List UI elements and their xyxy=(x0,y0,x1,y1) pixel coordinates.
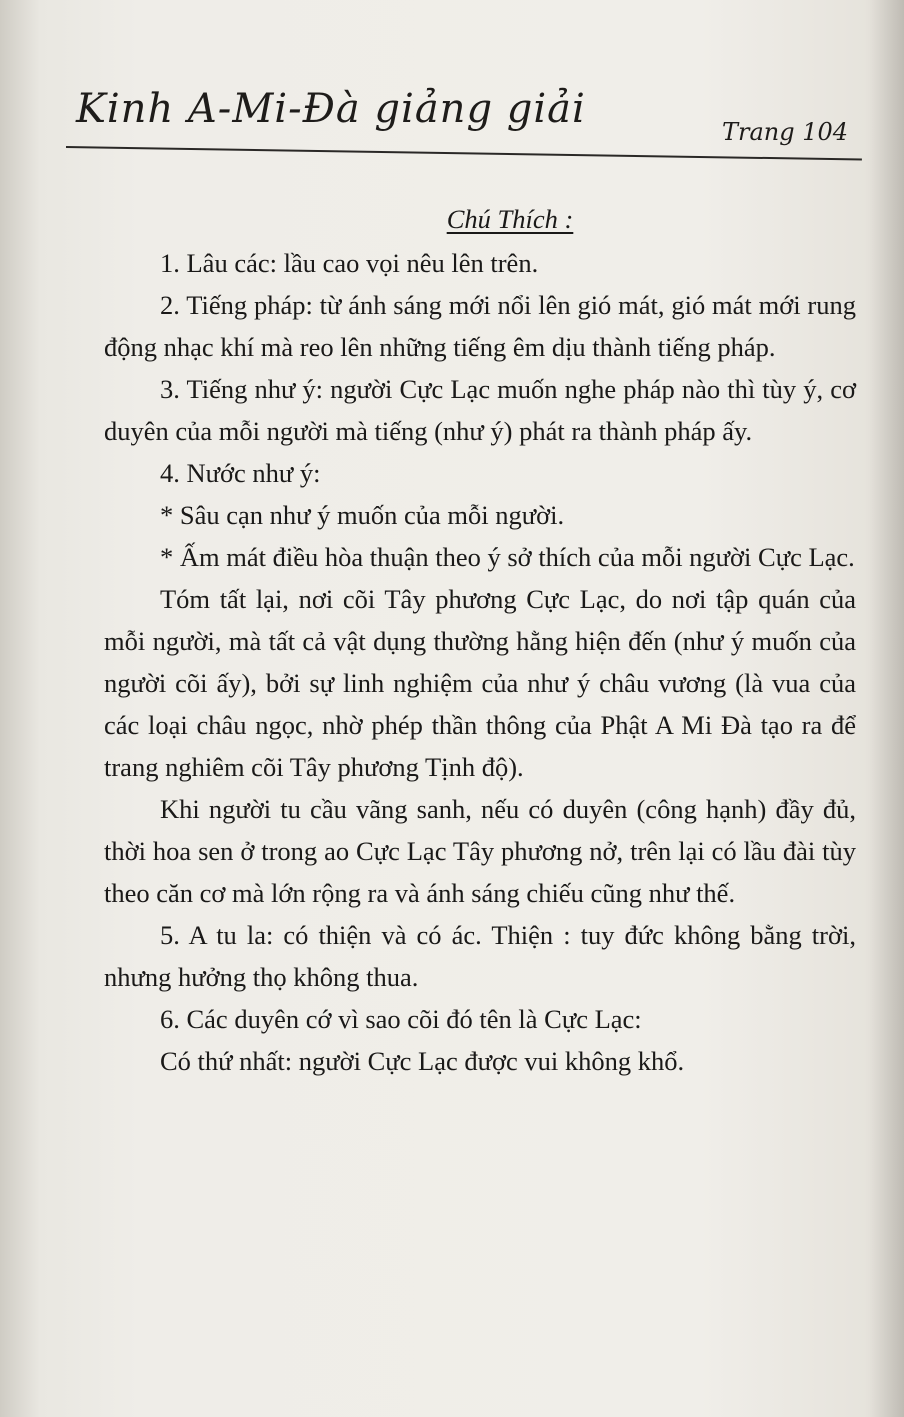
page-number: Trang 104 xyxy=(722,118,849,146)
paragraph: Tóm tất lại, nơi cõi Tây phương Cực Lạc, do nơi tập quán của mỗi người, mà tất cả vật dụng thường hằng hiện đến (như ý muốn của người cõi ấy), bởi sự linh nghiệm của như ý châu vương (là vua của các loại châu ngọc, nhờ phép thần thông của Phật A Mi Đà tạo ra để trang nghiêm cõi Tây phương Tịnh độ). xyxy=(104,584,856,782)
paragraph: 2. Tiếng pháp: từ ánh sáng mới nổi lên gió mát, gió mát mới rung động nhạc khí mà reo lên những tiếng êm dịu thành tiếng pháp. xyxy=(104,290,856,362)
page-body xyxy=(104,196,856,1082)
paragraph: * Ấm mát điều hòa thuận theo ý sở thích của mỗi người Cực Lạc. xyxy=(160,542,855,572)
paragraph: 4. Nước như ý: xyxy=(160,458,321,488)
paragraph: 1. Lâu các: lầu cao vọi nêu lên trên. xyxy=(160,248,539,278)
paragraph: 5. A tu la: có thiện và có ác. Thiện : tuy đức không bằng trời, nhưng hưởng thọ không thua. xyxy=(104,920,856,992)
section-heading: Chú Thích : xyxy=(446,204,574,234)
paragraph: 6. Các duyên cớ vì sao cõi đó tên là Cực Lạc: xyxy=(160,1004,642,1034)
book-title: Kinh A-Mi-Đà giảng giải xyxy=(76,86,586,132)
page-edge-shadow xyxy=(864,0,904,1417)
paragraph: 3. Tiếng như ý: người Cực Lạc muốn nghe pháp nào thì tùy ý, cơ duyên của mỗi người mà tiếng (như ý) phát ra thành pháp ấy. xyxy=(104,374,856,446)
paragraph: * Sâu cạn như ý muốn của mỗi người. xyxy=(160,500,565,530)
paragraph: Khi người tu cầu vãng sanh, nếu có duyên (công hạnh) đầy đủ, thời hoa sen ở trong ao Cực Lạc Tây phương nở, trên lại có lầu đài tùy theo căn cơ mà lớn rộng ra và ánh sáng chiếu cũng như thế. xyxy=(104,794,856,908)
paragraph: Có thứ nhất: người Cực Lạc được vui không khổ. xyxy=(160,1046,685,1076)
header-rule xyxy=(66,146,862,161)
